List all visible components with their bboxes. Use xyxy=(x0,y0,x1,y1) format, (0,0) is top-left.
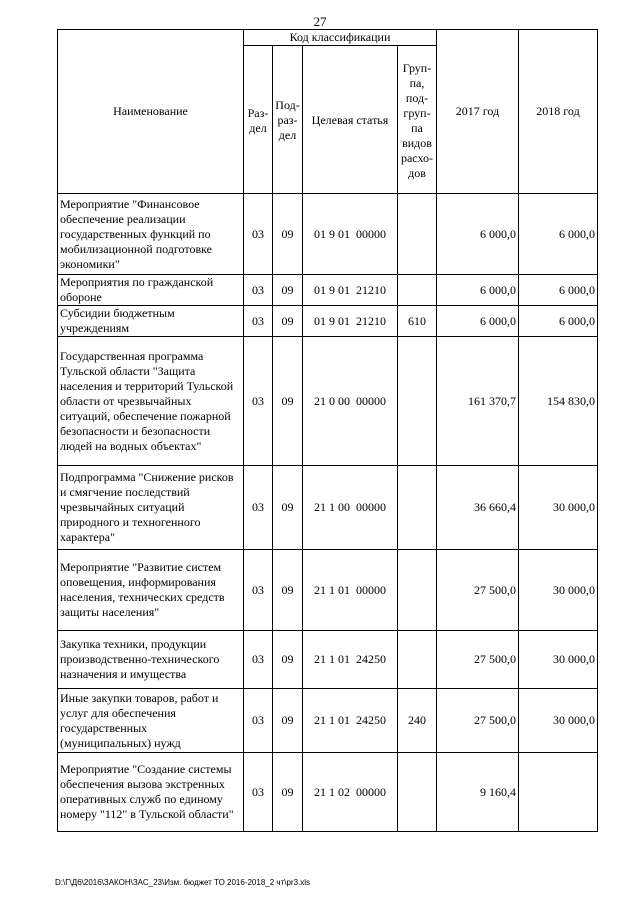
row-2018: 30 000,0 xyxy=(519,689,598,753)
row-podrazdel: 09 xyxy=(273,631,303,689)
table-row xyxy=(58,466,598,550)
row-razdel: 03 xyxy=(244,689,273,753)
header-row-1 xyxy=(58,30,598,46)
row-name: Мероприятие "Развитие систем оповещения, информирования населения, технических средств защиты населения" xyxy=(58,550,244,631)
row-2018: 6 000,0 xyxy=(519,194,598,275)
row-podrazdel: 09 xyxy=(273,689,303,753)
row-target: 21 1 00 00000 xyxy=(303,466,398,550)
row-target: 21 1 01 24250 xyxy=(303,689,398,753)
row-target: 21 1 02 00000 xyxy=(303,753,398,832)
table-row xyxy=(58,689,598,753)
header-2017: 2017 год xyxy=(437,30,519,194)
row-razdel: 03 xyxy=(244,306,273,337)
header-group: Груп- па, под- груп- па видов расхо- дов xyxy=(398,46,437,194)
row-name: Закупка техники, продукции производственно-технического назначения и имущества xyxy=(58,631,244,689)
row-target: 01 9 01 00000 xyxy=(303,194,398,275)
header-2018: 2018 год xyxy=(519,30,598,194)
table-row xyxy=(58,194,598,275)
row-razdel: 03 xyxy=(244,753,273,832)
header-name: Наименование xyxy=(58,30,244,194)
row-2017: 27 500,0 xyxy=(437,689,519,753)
row-group xyxy=(398,753,437,832)
row-2018: 30 000,0 xyxy=(519,550,598,631)
row-2017: 161 370,7 xyxy=(437,337,519,466)
row-group xyxy=(398,275,437,306)
row-target: 21 1 01 00000 xyxy=(303,550,398,631)
table-row xyxy=(58,631,598,689)
row-group xyxy=(398,466,437,550)
row-razdel: 03 xyxy=(244,631,273,689)
row-name: Государственная программа Тульской области "Защита населения и территорий Тульской области от чрезвычайных ситуаций, обеспечение пожарной безопасности и безопасности людей на водных объектах" xyxy=(58,337,244,466)
row-group xyxy=(398,337,437,466)
budget-table xyxy=(57,29,598,832)
row-group: 610 xyxy=(398,306,437,337)
table-row xyxy=(58,306,598,337)
row-2018: 30 000,0 xyxy=(519,466,598,550)
row-target: 01 9 01 21210 xyxy=(303,306,398,337)
header-podrazdel: Под- раз- дел xyxy=(273,46,303,194)
row-razdel: 03 xyxy=(244,337,273,466)
row-name: Мероприятие "Создание системы обеспечения вызова экстренных оперативных служб по единому номеру "112" в Тульской области" xyxy=(58,753,244,832)
row-2017: 36 660,4 xyxy=(437,466,519,550)
table-row xyxy=(58,550,598,631)
row-target: 21 1 01 24250 xyxy=(303,631,398,689)
row-group xyxy=(398,194,437,275)
row-group: 240 xyxy=(398,689,437,753)
row-name: Мероприятия по гражданской обороне xyxy=(58,275,244,306)
row-podrazdel: 09 xyxy=(273,194,303,275)
row-razdel: 03 xyxy=(244,275,273,306)
row-name: Подпрограмма "Снижение рисков и смягчение последствий чрезвычайных ситуаций природного и техногенного характера" xyxy=(58,466,244,550)
row-podrazdel: 09 xyxy=(273,306,303,337)
header-target: Целевая статья xyxy=(303,46,398,194)
row-target: 01 9 01 21210 xyxy=(303,275,398,306)
row-razdel: 03 xyxy=(244,466,273,550)
row-podrazdel: 09 xyxy=(273,466,303,550)
row-name: Иные закупки товаров, работ и услуг для обеспечения государственных (муниципальных) нужд xyxy=(58,689,244,753)
row-podrazdel: 09 xyxy=(273,753,303,832)
row-2018: 6 000,0 xyxy=(519,306,598,337)
row-2018: 30 000,0 xyxy=(519,631,598,689)
row-razdel: 03 xyxy=(244,550,273,631)
row-group xyxy=(398,631,437,689)
table-row xyxy=(58,337,598,466)
row-2017: 27 500,0 xyxy=(437,631,519,689)
row-group xyxy=(398,550,437,631)
row-2018: 6 000,0 xyxy=(519,275,598,306)
table-row xyxy=(58,753,598,832)
row-2017: 6 000,0 xyxy=(437,194,519,275)
row-razdel: 03 xyxy=(244,194,273,275)
row-podrazdel: 09 xyxy=(273,337,303,466)
header-razdel: Раз- дел xyxy=(244,46,273,194)
row-2018 xyxy=(519,753,598,832)
page-number: 27 xyxy=(313,14,327,29)
row-2017: 6 000,0 xyxy=(437,306,519,337)
row-name: Субсидии бюджетным учреждениям xyxy=(58,306,244,337)
row-2017: 9 160,4 xyxy=(437,753,519,832)
row-2018: 154 830,0 xyxy=(519,337,598,466)
file-path-footer: D:\Г\Д6\2016\ЗАКОН\ЗАС_23\Изм. бюджет ТО 2016-2018_2 чт\pr3.xls xyxy=(55,878,311,887)
row-2017: 27 500,0 xyxy=(437,550,519,631)
row-podrazdel: 09 xyxy=(273,275,303,306)
row-2017: 6 000,0 xyxy=(437,275,519,306)
row-name: Мероприятие "Финансовое обеспечение реализации государственных функций по мобилизационной подготовке экономики" xyxy=(58,194,244,275)
row-podrazdel: 09 xyxy=(273,550,303,631)
table-row xyxy=(58,275,598,306)
row-target: 21 0 00 00000 xyxy=(303,337,398,466)
header-classification: Код классификации xyxy=(244,30,437,46)
